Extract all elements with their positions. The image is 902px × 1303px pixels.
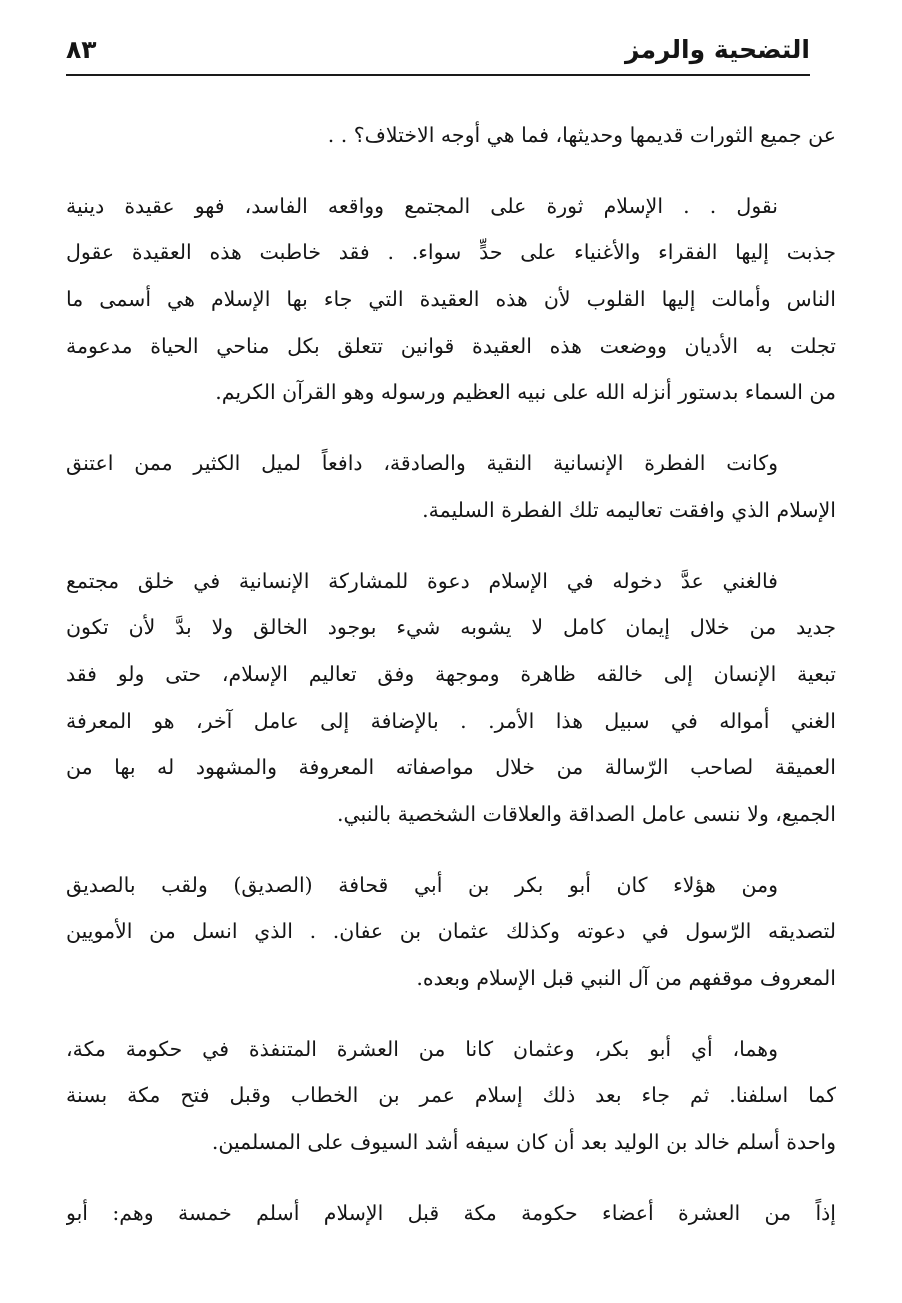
text-line: واحدة أسلم خالد بن الوليد بعد أن كان سيفه أشد السيوف على المسلمين.: [211, 1130, 836, 1155]
body-text: [66, 112, 836, 1260]
text-line: وكانت الفطرة الإنسانية النقية والصادقة، دافعاً لميل الكثير ممن اعتنق: [66, 451, 778, 476]
running-title: التضحية والرمز: [625, 35, 810, 64]
text-line: جديد من خلال إيمان كامل لا يشوبه شيء بوجود الخالق ولا بدَّ لأن تكون: [66, 615, 836, 640]
text-line: فالغني عدَّ دخوله في الإسلام دعوة للمشاركة الإنسانية في خلق مجتمع: [66, 568, 778, 593]
text-line: المعروف موقفهم من آل النبي قبل الإسلام وبعده.: [416, 966, 836, 990]
paragraph: [66, 1026, 836, 1166]
paragraph: [66, 1190, 836, 1237]
text-line: الغني أمواله في سبيل هذا الأمر. . بالإضافة إلى عامل آخر، هو المعرفة: [66, 708, 836, 733]
paragraph: [66, 183, 836, 416]
paragraph: [66, 862, 836, 1002]
text-line: جذبت إليها الفقراء والأغنياء على حدٍّ سواء. . فقد خاطبت هذه العقيدة عقول: [66, 240, 836, 265]
running-header: [66, 30, 810, 76]
paragraph: [66, 558, 836, 838]
text-line: تجلت به الأديان ووضعت هذه العقيدة قوانين تتعلق بكل مناحي الحياة مدعومة: [66, 333, 836, 358]
text-line: تبعية الإنسان إلى خالقه ظاهرة وموجهة وفق تعاليم الإسلام، حتى ولو فقد: [66, 661, 836, 686]
paragraph: [66, 112, 836, 159]
text-line: الإسلام الذي وافقت تعاليمه تلك الفطرة السليمة.: [422, 497, 836, 522]
text-line: ومن هؤلاء كان أبو بكر بن أبي قحافة (الصديق) ولقب بالصديق: [66, 872, 778, 897]
text-line: الناس وأمالت إليها القلوب لأن هذه العقيدة التي جاء بها الإسلام هي أسمى ما: [66, 287, 836, 312]
text-line: من السماء بدستور أنزله الله على نبيه العظيم ورسوله وهو القرآن الكريم.: [215, 380, 836, 405]
text-line: لتصديقه الرّسول في دعوته وكذلك عثمان بن عفان. . الذي انسل من الأمويين: [66, 919, 836, 944]
text-line: الجميع، ولا ننسى عامل الصداقة والعلاقات الشخصية بالنبي.: [336, 801, 836, 826]
text-line: العميقة لصاحب الرّسالة من خلال مواصفاته المعروفة والمشهود له بها من: [66, 755, 836, 780]
text-line: إذاً من العشرة أعضاء حكومة مكة قبل الإسلام أسلم خمسة وهم: أبو: [66, 1200, 836, 1225]
text-line: نقول . . الإسلام ثورة على المجتمع وواقعه الفاسد، فهو عقيدة دينية: [66, 193, 778, 218]
text-line: وهما، أي أبو بكر، وعثمان كانا من العشرة المتنفذة في حكومة مكة،: [66, 1036, 778, 1061]
page-number: ٨٣: [66, 35, 97, 64]
text-line: عن جميع الثورات قديمها وحديثها، فما هي أوجه الاختلاف؟ . .: [327, 123, 836, 147]
text-line: كما اسلفنا. ثم جاء بعد ذلك إسلام عمر بن الخطاب وقبل فتح مكة بسنة: [66, 1083, 836, 1108]
paragraph: [66, 440, 836, 533]
